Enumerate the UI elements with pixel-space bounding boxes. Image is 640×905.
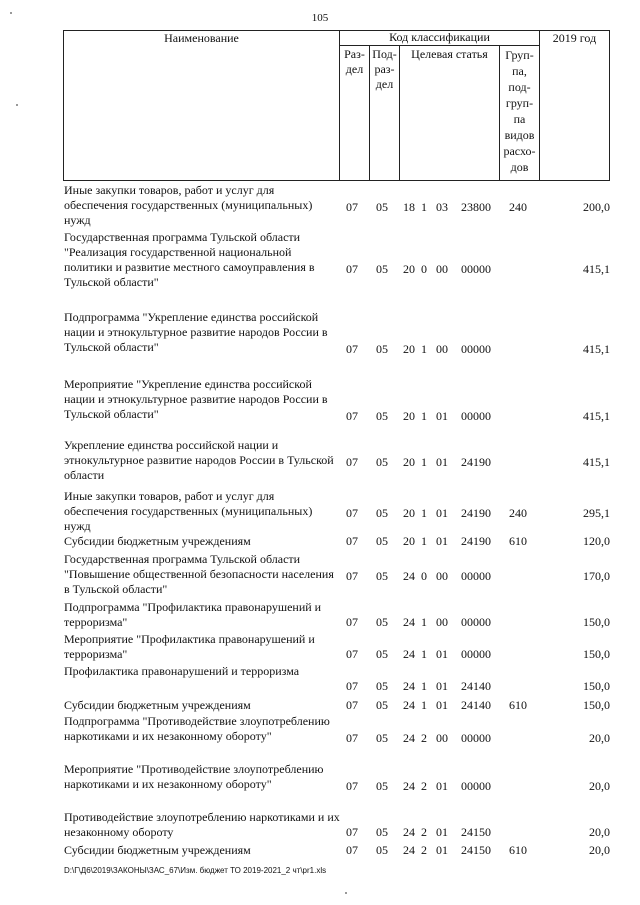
row-code-c4: 00000	[461, 409, 491, 423]
row-code-r: 07	[346, 698, 358, 712]
row-code-c3: 01	[436, 455, 448, 469]
row-code-r: 07	[346, 647, 358, 661]
row-name: Государственная программа Тульской области "Реализация государственной национальной политики и развитие местного самоуправления в Тульской области"	[64, 230, 315, 289]
row-code-c4: 24150	[461, 825, 491, 839]
row-code-c3: 01	[436, 647, 448, 661]
row-code-p: 05	[376, 506, 388, 520]
row-code-c2: 1	[421, 615, 427, 629]
row-code-c4: 00000	[461, 569, 491, 583]
row-code-c4: 24140	[461, 698, 491, 712]
row-code-r: 07	[346, 200, 358, 214]
row-code-c3: 01	[436, 843, 448, 857]
row-amount: 20,0	[589, 825, 610, 839]
row-name: Подпрограмма "Противодействие злоупотреблению наркотиками и их незаконному обороту"	[64, 714, 330, 743]
row-code-c2: 1	[421, 647, 427, 661]
row-code-c1: 20	[403, 262, 415, 276]
row-amount: 295,1	[583, 506, 610, 520]
row-code-r: 07	[346, 615, 358, 629]
row-amount: 415,1	[583, 262, 610, 276]
row-code-r: 07	[346, 342, 358, 356]
row-code-p: 05	[376, 615, 388, 629]
row-name: Подпрограмма "Укрепление единства российской нации и этнокультурное развитие народов России в Тульской области"	[64, 310, 328, 354]
row-code-p: 05	[376, 569, 388, 583]
row-code-p: 05	[376, 262, 388, 276]
row-code-c3: 01	[436, 409, 448, 423]
row-amount: 150,0	[583, 647, 610, 661]
page-number: 105	[311, 12, 329, 24]
row-code-c3: 00	[436, 615, 448, 629]
row-code-c4: 24190	[461, 506, 491, 520]
row-code-c4: 00000	[461, 615, 491, 629]
row-amount: 20,0	[589, 779, 610, 793]
row-code-c3: 00	[436, 731, 448, 745]
row-code-p: 05	[376, 779, 388, 793]
row-name: Субсидии бюджетным учреждениям	[64, 534, 251, 548]
row-amount: 150,0	[583, 615, 610, 629]
row-code-c2: 1	[421, 409, 427, 423]
row-code-p: 05	[376, 200, 388, 214]
row-code-c4: 00000	[461, 731, 491, 745]
row-code-c3: 03	[436, 200, 448, 214]
row-code-c2: 1	[421, 698, 427, 712]
row-code-r: 07	[346, 843, 358, 857]
row-name: Субсидии бюджетным учреждениям	[64, 698, 251, 712]
row-code-vr: 240	[509, 200, 527, 214]
row-code-r: 07	[346, 262, 358, 276]
scan-speck	[10, 12, 12, 14]
row-code-c1: 24	[403, 569, 415, 583]
row-code-vr: 610	[509, 534, 527, 548]
row-code-c3: 01	[436, 698, 448, 712]
row-code-c4: 00000	[461, 779, 491, 793]
header-group: Груп- па, под- груп- па видов расхо- дов	[503, 48, 536, 174]
row-amount: 150,0	[583, 679, 610, 693]
row-amount: 415,1	[583, 409, 610, 423]
row-code-c4: 24140	[461, 679, 491, 693]
row-code-r: 07	[346, 779, 358, 793]
row-code-c2: 2	[421, 779, 427, 793]
row-code-r: 07	[346, 679, 358, 693]
row-amount: 120,0	[583, 534, 610, 548]
scan-speck	[345, 892, 347, 894]
row-code-vr: 610	[509, 698, 527, 712]
row-code-p: 05	[376, 698, 388, 712]
row-name: Субсидии бюджетным учреждениям	[64, 843, 251, 857]
row-amount: 150,0	[583, 698, 610, 712]
header-podrazdel: Под- раз- дел	[372, 47, 397, 91]
header-target: Целевая статья	[411, 47, 488, 61]
row-code-c1: 24	[403, 698, 415, 712]
row-code-c4: 24150	[461, 843, 491, 857]
row-code-p: 05	[376, 534, 388, 548]
row-code-r: 07	[346, 455, 358, 469]
row-code-p: 05	[376, 409, 388, 423]
row-amount: 200,0	[583, 200, 610, 214]
header-code: Код классификации	[389, 30, 490, 44]
row-code-c2: 0	[421, 262, 427, 276]
row-code-c2: 0	[421, 569, 427, 583]
header-year: 2019 год	[552, 31, 597, 45]
row-name: Мероприятие "Противодействие злоупотреблению наркотиками и их незаконному обороту"	[64, 762, 324, 791]
row-name: Иные закупки товаров, работ и услуг для обеспечения государственных (муниципальных) нужд	[64, 183, 313, 227]
row-code-c1: 20	[403, 409, 415, 423]
row-code-r: 07	[346, 569, 358, 583]
row-code-r: 07	[346, 825, 358, 839]
row-name: Мероприятие "Профилактика правонарушений и терроризма"	[64, 632, 315, 661]
row-amount: 20,0	[589, 731, 610, 745]
row-name: Государственная программа Тульской области "Повышение общественной безопасности населения в Тульской области"	[64, 552, 334, 596]
row-code-c1: 24	[403, 825, 415, 839]
row-name: Подпрограмма "Профилактика правонарушений и терроризма"	[64, 600, 322, 629]
row-code-c4: 00000	[461, 647, 491, 661]
row-code-c2: 1	[421, 200, 427, 214]
row-code-r: 07	[346, 731, 358, 745]
row-code-c3: 00	[436, 569, 448, 583]
row-code-c4: 00000	[461, 262, 491, 276]
row-code-c3: 00	[436, 342, 448, 356]
row-code-c1: 24	[403, 731, 415, 745]
row-code-r: 07	[346, 534, 358, 548]
row-code-c1: 20	[403, 506, 415, 520]
row-code-r: 07	[346, 506, 358, 520]
row-code-c3: 01	[436, 679, 448, 693]
row-code-c1: 24	[403, 647, 415, 661]
row-code-c1: 18	[403, 200, 415, 214]
row-code-c2: 1	[421, 342, 427, 356]
row-code-c4: 24190	[461, 455, 491, 469]
row-code-p: 05	[376, 647, 388, 661]
row-code-c3: 00	[436, 262, 448, 276]
row-code-c2: 1	[421, 455, 427, 469]
row-code-c1: 24	[403, 679, 415, 693]
row-code-c2: 2	[421, 825, 427, 839]
row-code-p: 05	[376, 731, 388, 745]
row-code-c1: 24	[403, 779, 415, 793]
row-code-c4: 23800	[461, 200, 491, 214]
row-name: Мероприятие "Укрепление единства российской нации и этнокультурное развитие народов России в Тульской области"	[64, 377, 328, 421]
row-code-p: 05	[376, 342, 388, 356]
row-name: Профилактика правонарушений и терроризма	[64, 664, 300, 678]
row-code-c2: 1	[421, 679, 427, 693]
scan-speck	[16, 104, 18, 106]
row-code-c3: 01	[436, 779, 448, 793]
row-code-c1: 24	[403, 615, 415, 629]
row-code-c3: 01	[436, 825, 448, 839]
row-code-c4: 24190	[461, 534, 491, 548]
row-amount: 415,1	[583, 342, 610, 356]
row-amount: 415,1	[583, 455, 610, 469]
row-amount: 20,0	[589, 843, 610, 857]
file-path-footer: D:\Г\Д6\2019\ЗАКОНЫ\ЗАС_67\Изм. бюджет ТО 2019-2021_2 чт\pr1.xls	[64, 866, 327, 875]
row-code-c1: 20	[403, 534, 415, 548]
row-code-c2: 1	[421, 506, 427, 520]
row-code-p: 05	[376, 679, 388, 693]
row-code-c2: 2	[421, 731, 427, 745]
row-code-c3: 01	[436, 534, 448, 548]
row-code-c1: 24	[403, 843, 415, 857]
row-code-p: 05	[376, 843, 388, 857]
row-code-vr: 240	[509, 506, 527, 520]
row-amount: 170,0	[583, 569, 610, 583]
row-code-c2: 2	[421, 843, 427, 857]
row-code-p: 05	[376, 455, 388, 469]
row-code-c1: 20	[403, 455, 415, 469]
row-code-vr: 610	[509, 843, 527, 857]
row-code-c3: 01	[436, 506, 448, 520]
row-code-p: 05	[376, 825, 388, 839]
row-name: Укрепление единства российской нации и этнокультурное развитие народов России в Тульской области	[64, 438, 334, 482]
row-code-c4: 00000	[461, 342, 491, 356]
row-code-c2: 1	[421, 534, 427, 548]
row-code-c1: 20	[403, 342, 415, 356]
row-name: Иные закупки товаров, работ и услуг для обеспечения государственных (муниципальных) нужд	[64, 489, 313, 533]
header-razdel: Раз- дел	[344, 47, 365, 76]
row-name: Противодействие злоупотреблению наркотиками и их незаконному обороту	[64, 810, 340, 839]
row-code-r: 07	[346, 409, 358, 423]
header-name: Наименование	[164, 31, 239, 45]
